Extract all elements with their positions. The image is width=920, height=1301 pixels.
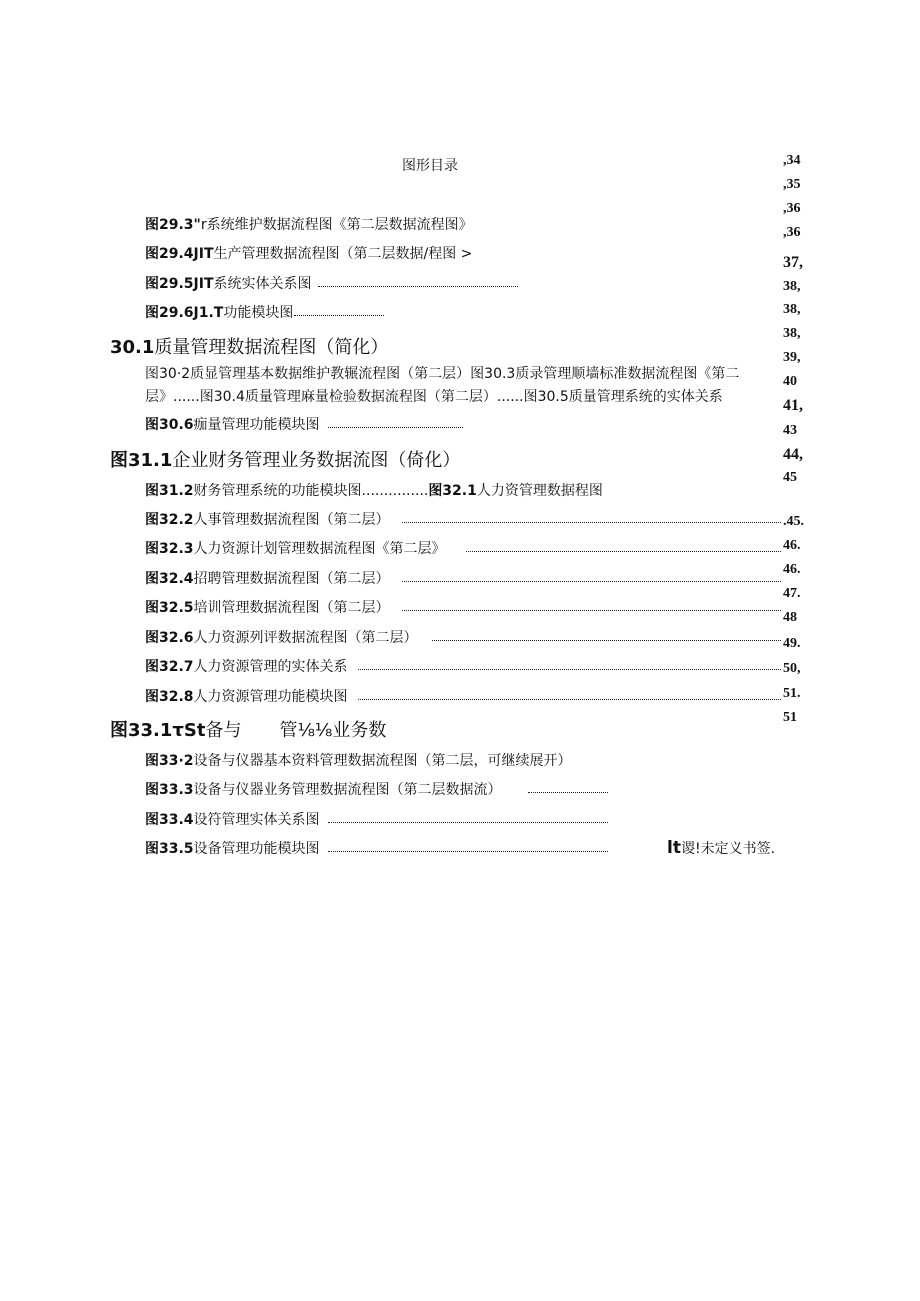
- page-number: ,36: [783, 225, 801, 240]
- entry-text: 管⅛⅛业务数: [279, 720, 387, 741]
- entry-text: 图30·2质显管理基本数据维护教辗流程图（第二层）图30.3质录管理顺墙标准数据流程图《第二: [145, 366, 740, 382]
- entry-text: r系统维护数据流程图《第二层数据流程图》: [200, 217, 473, 233]
- dot-leader: [358, 669, 781, 670]
- page-number: ,36: [783, 201, 801, 216]
- dot-leader: ...............: [361, 483, 429, 499]
- figure-number: 图29.3": [145, 217, 201, 233]
- figure-number: 图33.1τSt: [110, 720, 206, 741]
- toc-entry[interactable]: [145, 597, 390, 617]
- toc-entry[interactable]: [145, 568, 390, 588]
- entry-text: 生产管理数据流程图（第二层数据/程图 >: [213, 246, 473, 262]
- figure-number: 图29.6J1.T: [145, 305, 224, 321]
- dot-leader: [328, 427, 463, 428]
- dot-leader: [328, 851, 608, 852]
- page-number: 38,: [783, 326, 801, 341]
- toc-entry[interactable]: [145, 779, 502, 799]
- figure-number: 图33·2: [145, 753, 194, 769]
- page-number: 50,: [783, 661, 801, 676]
- dot-leader: [328, 822, 608, 823]
- entry-text: 招聘管理数据流程图（第二层）: [193, 571, 390, 587]
- figure-number: 图32.2: [145, 512, 194, 528]
- dot-leader: [402, 581, 781, 582]
- figure-number: 图33.3: [145, 782, 194, 798]
- entry-text: 企业财务管理业务数据流图（倚化）: [172, 450, 461, 471]
- dot-leader: [528, 792, 608, 793]
- toc-heading[interactable]: [110, 333, 388, 359]
- error-prefix: lt: [667, 838, 681, 858]
- page-number: 37,: [783, 254, 803, 271]
- figure-number: 图32.6: [145, 630, 194, 646]
- dot-leader: [358, 699, 781, 700]
- figure-number: 图33.5: [145, 841, 194, 857]
- entry-text: 设符管理实体关系图: [193, 812, 320, 828]
- figure-number: 30.1: [110, 337, 155, 358]
- toc-entry[interactable]: [145, 243, 472, 263]
- toc-entry[interactable]: [145, 302, 293, 322]
- entry-text: 人力资源管理的实体关系: [193, 659, 348, 675]
- page-number: 38,: [783, 302, 801, 317]
- toc-entry[interactable]: [145, 838, 320, 858]
- entry-text: 系统实体关系图: [213, 276, 312, 292]
- figure-number: 图32.4: [145, 571, 194, 587]
- figure-number: 图32.1: [428, 483, 477, 499]
- dot-leader: [402, 522, 781, 523]
- toc-heading[interactable]: [110, 716, 386, 742]
- page-number: 46.: [783, 562, 801, 577]
- dot-leader: [402, 610, 781, 611]
- toc-entry[interactable]: [145, 538, 446, 558]
- figure-number: 图32.3: [145, 541, 194, 557]
- toc-entry[interactable]: [145, 414, 320, 434]
- page-number: .45.: [783, 514, 804, 529]
- toc-entry[interactable]: [145, 627, 418, 647]
- figure-number: 图32.8: [145, 689, 194, 705]
- entry-text: 培训管理数据流程图（第二层）: [193, 600, 390, 616]
- toc-entry[interactable]: [145, 686, 348, 706]
- entry-text: 质量管理数据流程图（简化）: [154, 337, 389, 358]
- page-number: 43: [783, 423, 797, 438]
- figure-number: 图32.5: [145, 600, 194, 616]
- dot-leader: [432, 640, 781, 641]
- page-number: 40: [783, 374, 797, 389]
- figure-number: 图30.6: [145, 417, 194, 433]
- figure-number: 图29.5JIT: [145, 276, 214, 292]
- entry-text: 人力资源计划管理数据流程图《第二层》: [193, 541, 446, 557]
- figure-number: 图32.7: [145, 659, 194, 675]
- page-number: ,34: [783, 153, 801, 168]
- figure-number: 图31.1: [110, 450, 173, 471]
- toc-entry[interactable]: [145, 809, 320, 829]
- page-number: ,35: [783, 177, 801, 192]
- entry-text: 人力资管理数据程图: [476, 483, 603, 499]
- page-number: 39,: [783, 350, 801, 365]
- page-number: 45: [783, 470, 797, 485]
- entry-text: 设备与仪器基本资料管理数据流程图（第二层，可继续展开）: [193, 753, 572, 769]
- toc-entry[interactable]: [145, 656, 348, 676]
- toc-entry[interactable]: [145, 480, 603, 500]
- page-number: 51: [783, 710, 797, 725]
- toc-entry[interactable]: [145, 273, 312, 293]
- page-number: 51.: [783, 686, 801, 701]
- dot-leader: [294, 315, 384, 316]
- entry-text: 财务管理系统的功能模块图: [193, 483, 362, 499]
- entry-text: 人力资源管理功能模块图: [193, 689, 348, 705]
- figure-number: 图33.4: [145, 812, 194, 828]
- page-number: 46.: [783, 538, 801, 553]
- error-text: 谡!未定义书签.: [680, 841, 776, 857]
- page-number: 41,: [783, 397, 803, 414]
- dot-leader: [466, 551, 781, 552]
- toc-entry[interactable]: [145, 363, 739, 383]
- entry-text: 功能模块图: [223, 305, 294, 321]
- page-number: 47.: [783, 586, 801, 601]
- toc-entry[interactable]: [145, 386, 723, 406]
- toc-entry[interactable]: [145, 214, 473, 234]
- entry-text: 层》......图30.4质量管理麻量检验数据流程图（第二层）......图30.5质量管理系统的实体关系: [145, 389, 723, 405]
- page-number: 38,: [783, 279, 801, 294]
- toc-heading[interactable]: [110, 446, 460, 472]
- toc-entry[interactable]: [145, 509, 390, 529]
- entry-text: 痂量管理功能模块图: [193, 417, 320, 433]
- bookmark-error-note: [667, 838, 775, 858]
- toc-title: 图形目录: [402, 158, 458, 174]
- page-number: 49.: [783, 636, 801, 651]
- figure-number: 图31.2: [145, 483, 194, 499]
- figure-number: 图29.4JIT: [145, 246, 214, 262]
- entry-text: 设备管理功能模块图: [193, 841, 320, 857]
- toc-entry[interactable]: [145, 750, 572, 770]
- entry-text: 备与: [205, 720, 242, 741]
- page-number: 48: [783, 610, 797, 625]
- entry-text: 人力资源列评数据流程图（第二层）: [193, 630, 418, 646]
- entry-text: 设备与仪器业务管理数据流程图（第二层数据流）: [193, 782, 502, 798]
- dot-leader: [318, 286, 518, 287]
- page-number: 44,: [783, 446, 803, 463]
- entry-text: 人事管理数据流程图（第二层）: [193, 512, 390, 528]
